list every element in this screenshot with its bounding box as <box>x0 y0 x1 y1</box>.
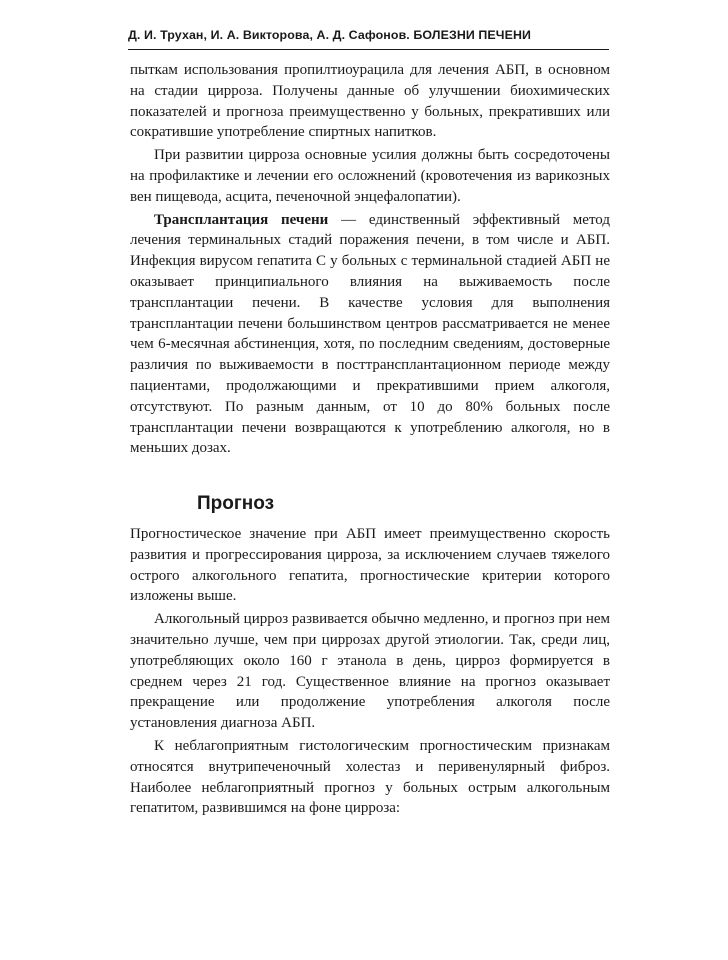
section-heading-prognosis: Прогноз <box>197 493 275 514</box>
paragraph-unfavorable-signs: К неблагоприятным гистологическим прогностическим признакам относятся внутрипеченочный холестаз и перивенулярный фиброз. Наиболее неблагоприятный прогноз у больных острым алкогольным гепатитом, развившимся на фоне цирроза: <box>130 737 610 817</box>
paragraph-cirrhosis-treatment: При развитии цирроза основные усилия должны быть сосредоточены на профилактике и лечении его осложнений (кровотечения из варикозных вен пищевода, асцита, печеночной энцефалопатии). <box>130 147 610 205</box>
running-head: Д. И. Трухан, И. А. Викторова, А. Д. Сафонов. БОЛЕЗНИ ПЕЧЕНИ <box>128 28 532 42</box>
text-block-prognosis <box>130 524 610 819</box>
header-rule <box>128 49 609 50</box>
paragraph-prognostic-value: Прогностическое значение при АБП имеет преимущественно скорость развития и прогрессирования цирроза, за исключением случаев тяжелого острого алкогольного гепатита, прогностические критерии которого изложены выше. <box>130 526 610 605</box>
term-transplantation: Трансплантация печени <box>154 211 329 228</box>
paragraph-transplantation <box>130 210 610 460</box>
paragraph-continuation: пыткам использования пропилтиоурацила для лечения АБП, в основном на стадии цирроза. Получены данные об улучшении биохимических показателей и прогноза преимущественно у больных, прекративших или сократившие употребление спиртных напитков. <box>130 62 610 141</box>
paragraph-alcoholic-cirrhosis: Алкогольный цирроз развивается обычно медленно, и прогноз при нем значительно лучше, чем при циррозах другой этиологии. Так, среди лиц, употребляющих около 160 г этанола в день, цирроз формируется в среднем через 21 год. Существенное влияние на прогноз оказывает прекращение или продолжение употребления алкоголя после установления диагноза АБП. <box>130 611 610 732</box>
transplantation-text: — единственный эффективный метод лечения терминальных стадий поражения печени, в том числе и АБП. Инфекция вирусом гепатита С у больных с терминальной стадией АБП не оказывает принципиального влияния на выживаемость после трансплантации печени. В качестве условия для выполнения трансплантации печени большинством центров рассматривается не менее чем 6-месячная абстиненция, хотя, по последним сведениям, достоверные различия по выживаемости в посттрансплантационном периоде между пациентами, продолжающими и прекратившими прием алкоголя, отсутствуют. По разным данным, от 10 до 80% больных после трансплантации печени возвращаются к употреблению алкоголя, но в меньших дозах. <box>130 211 611 457</box>
text-block-top <box>130 60 610 459</box>
